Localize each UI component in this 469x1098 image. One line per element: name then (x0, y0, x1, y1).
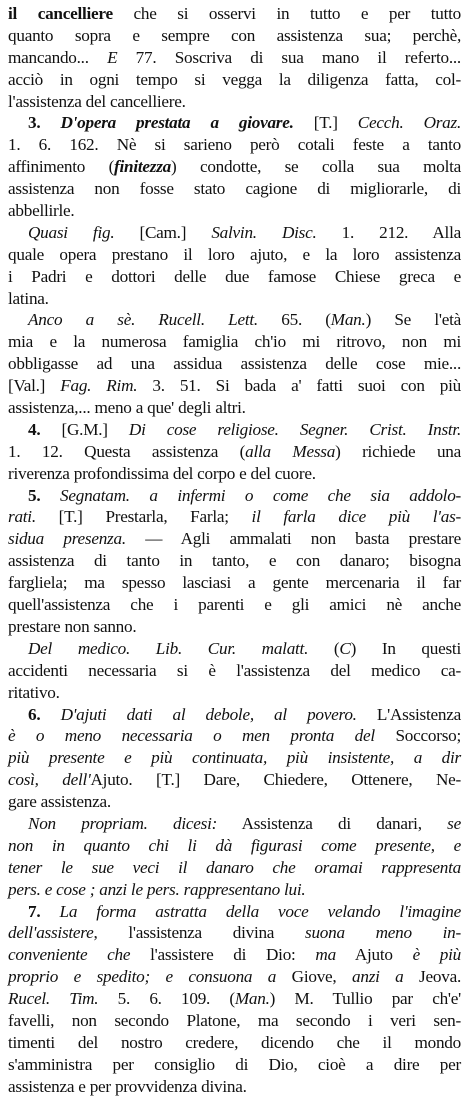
plain-text: ) M. Tullio par ch'e' (269, 989, 461, 1009)
plain-text: assistenza non fosse stato cagione di migliorarle, di (8, 179, 461, 199)
styled-text: tener le sue veci il danaro che oramai rappresenta (8, 857, 461, 877)
plain-text: mancando... (8, 47, 108, 67)
plain-text: l'assistenza del cancelliere. (8, 91, 186, 111)
plain-text: ) richiede una (335, 441, 462, 461)
styled-text: La forma astratta della voce velando l'imagine (59, 901, 462, 921)
styled-text: Anco a sè. Rucell. Lett. (28, 310, 258, 330)
text-line (8, 966, 461, 988)
styled-text: Quasi fig. (28, 222, 115, 242)
styled-text: più presente e più continuata, più insistente, a dir (8, 748, 461, 768)
styled-text: Man. (330, 310, 366, 330)
text-line (8, 244, 461, 266)
plain-text: Jeova. (403, 967, 461, 987)
plain-text: ( (308, 638, 340, 658)
paragraph-start-line (8, 222, 461, 244)
text-line (8, 594, 461, 616)
plain-text: affinimento ( (8, 157, 115, 177)
plain-text: — Agli ammalati non basta prestare (125, 529, 461, 549)
plain-text: mia e la numerosa famiglia ch'io mi ritrovo, non mi (8, 332, 461, 352)
plain-text: timenti del nostro credere, dicendo che il mondo (8, 1032, 461, 1052)
styled-text: proprio e spedito; e consuona a (8, 967, 277, 987)
text-line (8, 550, 461, 572)
styled-text: 4. (28, 419, 62, 439)
styled-text: D'ajuti dati al debole, al povero. (60, 704, 357, 724)
plain-text: ) In questi (350, 638, 461, 658)
styled-text: suona meno in- (305, 923, 461, 943)
text-line (8, 1032, 461, 1054)
styled-text: rati. (8, 507, 36, 527)
plain-text: [T.] Prestarla, Farla; (35, 507, 252, 527)
plain-text: [Cam.] (114, 222, 212, 242)
plain-text: 3. 51. Si bada a' fatti suoi con più (137, 376, 461, 396)
plain-text: [G.M.] (61, 419, 129, 439)
styled-text: Fag. Rim. (60, 376, 138, 396)
text-line (8, 879, 461, 901)
text-line (8, 1076, 461, 1098)
text-line (8, 178, 461, 200)
text-line (8, 441, 461, 463)
plain-text: ) condotte, se colla sua molta (171, 157, 461, 177)
styled-text: 5. (28, 485, 60, 505)
styled-text: Di cose religiose. Segner. Crist. Instr. (128, 419, 462, 439)
text-line (8, 682, 461, 704)
styled-text: dell'assistere (8, 923, 94, 943)
text-line (8, 616, 461, 638)
plain-text: assistenza e per provvidenza divina. (8, 1076, 247, 1096)
plain-text: 77. Soscriva di sua mano il referto... (117, 47, 461, 67)
plain-text: fargliela; ma spesso lasciasi a gente mercenaria il far (8, 573, 461, 593)
plain-text: assistenza,... meno a que' degli altri. (8, 398, 246, 418)
plain-text: i Padri e dottori delle due famose Chiese greca e (8, 266, 461, 286)
plain-text: accidenti necessaria si è l'assistenza del medico ca- (8, 660, 461, 680)
paragraph-start-line (8, 112, 461, 134)
paragraph-start-line (8, 813, 461, 835)
plain-text: assistenza di tanto in tanto, e con danaro; bisogna (8, 551, 461, 571)
styled-text: Salvin. Disc. (211, 222, 317, 242)
styled-text: conveniente che (8, 945, 131, 965)
plain-text: Ajuto. [T.] Dare, Chiedere, Ottenere, Ne- (90, 770, 461, 790)
paragraph-start-line (8, 485, 461, 507)
styled-text: Man. (234, 989, 270, 1009)
text-line (8, 791, 461, 813)
styled-text: sidua presenza. (8, 529, 126, 549)
plain-text: ) Se l'età (365, 310, 461, 330)
plain-text: quell'assistenza che i parenti e gli amici nè anche (8, 595, 461, 615)
styled-text: Segnatam. a infermi o come che sia addolo- (60, 485, 462, 505)
styled-text: Non propriam. dicesi: (28, 813, 218, 833)
styled-text: 3. (28, 113, 61, 133)
plain-text: favelli, non secondo Platone, ma secondo i veri sen- (8, 1010, 461, 1030)
text-line (8, 375, 461, 397)
text-line (8, 266, 461, 288)
plain-text: abbellirle. (8, 201, 75, 221)
styled-text: alla Messa (245, 441, 336, 461)
plain-text: 1. 12. Questa assistenza ( (8, 441, 246, 461)
text-line (8, 156, 461, 178)
plain-text: 65. ( (257, 310, 331, 330)
text-line (8, 69, 461, 91)
text-line (8, 769, 461, 791)
text-line (8, 353, 461, 375)
styled-text: è o meno necessaria o men pronta del (8, 726, 375, 746)
text-line (8, 91, 461, 113)
plain-text: latina. (8, 288, 49, 308)
plain-text: L'Assistenza (356, 704, 462, 724)
text-line (8, 988, 461, 1010)
paragraph-start-line (8, 638, 461, 660)
plain-text: Giove, (276, 967, 352, 987)
text-line (8, 134, 461, 156)
plain-text: Ajuto (335, 945, 413, 965)
text-line (8, 857, 461, 879)
plain-text: obbligasse ad una assidua assistenza delle cose mie... (8, 354, 461, 374)
text-line (8, 528, 461, 550)
text-line (8, 835, 461, 857)
text-line (8, 397, 461, 419)
text-line (8, 331, 461, 353)
text-line (8, 506, 461, 528)
text-line (8, 922, 461, 944)
plain-text: prestare non sanno. (8, 616, 137, 636)
styled-text: D'opera prestata a giovare. (60, 113, 294, 133)
styled-text: ma (315, 945, 336, 965)
text-line (8, 572, 461, 594)
plain-text: 1. 212. Alla (316, 222, 461, 242)
plain-text: quale opera prestano il loro ajuto, e la loro assistenza (8, 244, 461, 264)
plain-text: acciò in ogni tempo si vegga la diligenza fatta, col- (8, 69, 461, 89)
styled-text: finitezza (114, 157, 172, 177)
styled-text: Cecch. Oraz. (357, 113, 461, 133)
text-line (8, 288, 461, 310)
plain-text: l'assistere di Dio: (130, 945, 316, 965)
plain-text: Assistenza di danari, (217, 813, 448, 833)
plain-text: quanto sopra e sempre con assistenza sua; perchè, (8, 25, 461, 45)
text-line (8, 660, 461, 682)
plain-text: riverenza profondissima del corpo e del cuore. (8, 463, 316, 483)
text-line (8, 25, 461, 47)
plain-text: ritativo. (8, 682, 60, 702)
text-line (8, 3, 461, 25)
styled-text: così, dell' (8, 770, 91, 790)
text-line (8, 200, 461, 222)
plain-text: [Val.] (8, 376, 61, 396)
styled-text: è più (412, 945, 462, 965)
styled-text: se (447, 813, 461, 833)
plain-text: gare assistenza. (8, 792, 111, 812)
plain-text: 1. 6. 162. Nè si sarieno però cotali feste a tanto (8, 135, 461, 155)
styled-text: il cancelliere (8, 4, 113, 23)
plain-text: che si osservi in tutto e per tutto (112, 4, 461, 23)
plain-text: 5. 6. 109. ( (98, 989, 235, 1009)
plain-text: Soccorso; (374, 726, 461, 746)
styled-text: anzi a (352, 967, 404, 987)
text-line (8, 463, 461, 485)
text-line (8, 725, 461, 747)
styled-text: pers. e cose ; anzi le pers. rappresentano lui. (8, 879, 306, 899)
styled-text: Del medico. Lib. Cur. malatt. (28, 638, 309, 658)
styled-text: non in quanto chi li dà figurasi come presente, e (8, 835, 461, 855)
paragraph-start-line (8, 309, 461, 331)
plain-text: s'amministra per consiglio di Dio, cioè a dire per (8, 1054, 461, 1074)
styled-text: il farla dice più l'as- (251, 507, 461, 527)
text-line (8, 47, 461, 69)
text-line (8, 1010, 461, 1032)
text-line (8, 1054, 461, 1076)
paragraph-start-line (8, 704, 461, 726)
styled-text: C (339, 638, 351, 658)
paragraph-start-line (8, 901, 461, 923)
styled-text: E (107, 47, 118, 67)
text-line (8, 747, 461, 769)
text-line (8, 944, 461, 966)
paragraph-start-line (8, 419, 461, 441)
plain-text: [T.] (293, 113, 358, 133)
styled-text: 6. (28, 704, 61, 724)
styled-text: Rucel. Tim. (8, 989, 99, 1009)
styled-text: 7. (28, 901, 60, 921)
plain-text: , l'assistenza divina (93, 923, 305, 943)
